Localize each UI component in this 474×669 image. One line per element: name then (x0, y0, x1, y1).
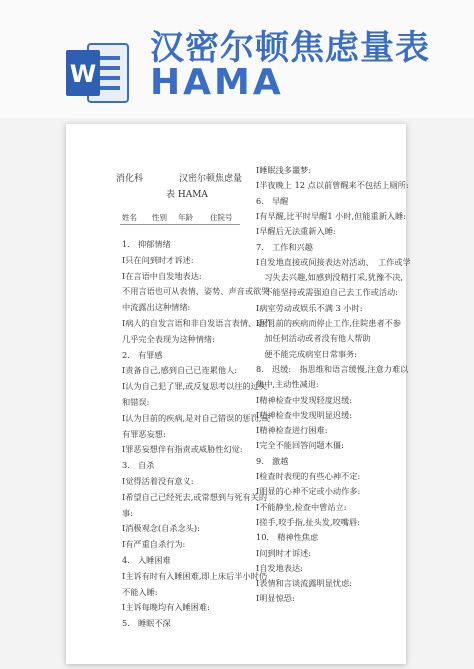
left-line: Ⅰ只在问到时才诉述: (122, 254, 194, 265)
left-line: 4. 入睡困难 (122, 555, 171, 565)
right-line: Ⅰ因目前的疾病而停止工作,住院患者不参 (256, 318, 402, 328)
right-line: Ⅰ精神检查中发现明显迟缓: (256, 409, 353, 420)
page-title: 汉密尔顿焦虑量表 (150, 28, 430, 68)
field-id: 住院号 (210, 213, 233, 222)
left-line: Ⅰ认为自己犯了罪,或反复思考以往的过失 (122, 381, 268, 392)
right-line: 10. 精神性焦虑 (256, 532, 319, 543)
left-line: Ⅰ觉得活着没有意义: (122, 476, 194, 486)
field-sex: 性别 (152, 213, 167, 222)
right-line: Ⅰ睡眠浅多噩梦: (256, 165, 312, 175)
right-line: 6. 早醒 (256, 195, 289, 206)
left-line: 5. 睡眠不深 (122, 618, 171, 629)
left-line: 中流露出这种情绪: (122, 302, 191, 313)
field-age: 年龄 (178, 213, 193, 222)
left-line: 有罪恶妄想: (122, 428, 166, 439)
right-line: 便不能完成病室日常事务: (256, 348, 358, 359)
left-line: 2. 有罪感 (122, 349, 163, 360)
left-line: 几乎完全表现为这种情绪: (122, 333, 215, 344)
header-banner (0, 0, 474, 118)
right-line: Ⅰ早醒后无法重新入睡: (256, 226, 336, 237)
left-line: Ⅰ主诉每晚均有入睡困难: (122, 602, 210, 613)
left-line: Ⅰ病人的自发言语和非自发语言表情、动作, (122, 318, 276, 328)
page-subtitle: HAMA (150, 62, 284, 103)
right-line: 不能坚持或需强迫自己去工作或活动: (256, 287, 398, 298)
left-line: Ⅰ罪恶妄想伴有指责或威胁性幻觉: (122, 444, 243, 455)
left-line: 和错误: (122, 397, 150, 407)
left-line: Ⅰ希望自己已经死去,或常想到与死有关的 (122, 491, 268, 502)
doc-title-b: 表 HAMA (166, 190, 208, 200)
left-line: Ⅰ消极观念(自杀念头): (122, 523, 200, 534)
right-line: Ⅰ有早醒,比平时早醒1 小时,但能重新入睡: (256, 210, 407, 221)
right-line: Ⅰ精神检查中发现轻度迟缓: (256, 394, 353, 405)
field-name: 姓名 (122, 213, 137, 222)
right-line: Ⅰ自发地表达: (256, 562, 303, 573)
right-line: 9. 激越 (256, 455, 289, 466)
right-line: 加任何活动或者没有他人帮助 (256, 333, 371, 344)
left-line: 不能入睡: (122, 586, 158, 597)
right-line: Ⅰ不能静坐,检查中曾站立: (256, 501, 347, 512)
left-line: Ⅰ有严重自杀行为: (122, 539, 186, 550)
right-line: Ⅰ表情和言谈流露明显忧虑: (256, 578, 353, 589)
right-line: 习失去兴趣,如感到没精打采,犹豫不决, (256, 272, 403, 283)
right-line: Ⅰ搓手,咬手指,扯头发,咬嘴唇: (256, 516, 360, 527)
right-line: Ⅰ半夜晚上 12 点以前曾醒来不包括上厕所: (256, 180, 409, 191)
right-line: Ⅰ精神检查进行困难: (256, 425, 328, 436)
right-line: Ⅰ完全不能回答问题木僵: (256, 440, 344, 451)
doc-title-a: 汉密尔顿焦虑量 (179, 174, 243, 184)
document-page (66, 124, 411, 664)
left-line: 不用言语也可从表情、姿势、声音或欲哭 (122, 286, 270, 297)
word-document-icon (66, 40, 132, 106)
right-line: Ⅰ检查时表现的有些心神不定: (256, 471, 361, 481)
right-line: Ⅰ明显惊恐: (256, 593, 295, 604)
dept-label: 消化科 (116, 174, 144, 184)
left-line: Ⅰ认为目前的疾病,是对自己错误的惩罚,或 (122, 412, 270, 423)
right-line: Ⅰ问到时才诉述: (256, 547, 312, 558)
right-line: 集中,主动性减退: (256, 379, 319, 390)
right-line: 7. 工作和兴趣 (256, 241, 313, 252)
left-line: Ⅰ责备自己,感到自己已连累他人: (122, 365, 238, 376)
left-line: 3. 自杀 (122, 460, 155, 471)
left-line: 1. 抑郁情绪 (122, 239, 171, 249)
right-line: Ⅰ明显的心神不定或小动作多: (256, 486, 361, 497)
right-line: Ⅰ病室劳动或娱乐不满 3 小时: (256, 302, 363, 313)
right-line: 8. 迟缓: 指思维和语言缓慢,注意力难以 (256, 363, 409, 374)
field-underline (120, 224, 240, 225)
right-line: Ⅰ自发地直接或间接表达对活动、 工作或学 (256, 256, 411, 267)
left-line: 事: (122, 507, 133, 518)
left-line: Ⅰ在言语中自发地表达: (122, 270, 202, 281)
left-line: Ⅰ主诉有时有入睡困难,即上床后半小时仍 (122, 570, 268, 581)
logo-letter: W (69, 60, 97, 88)
